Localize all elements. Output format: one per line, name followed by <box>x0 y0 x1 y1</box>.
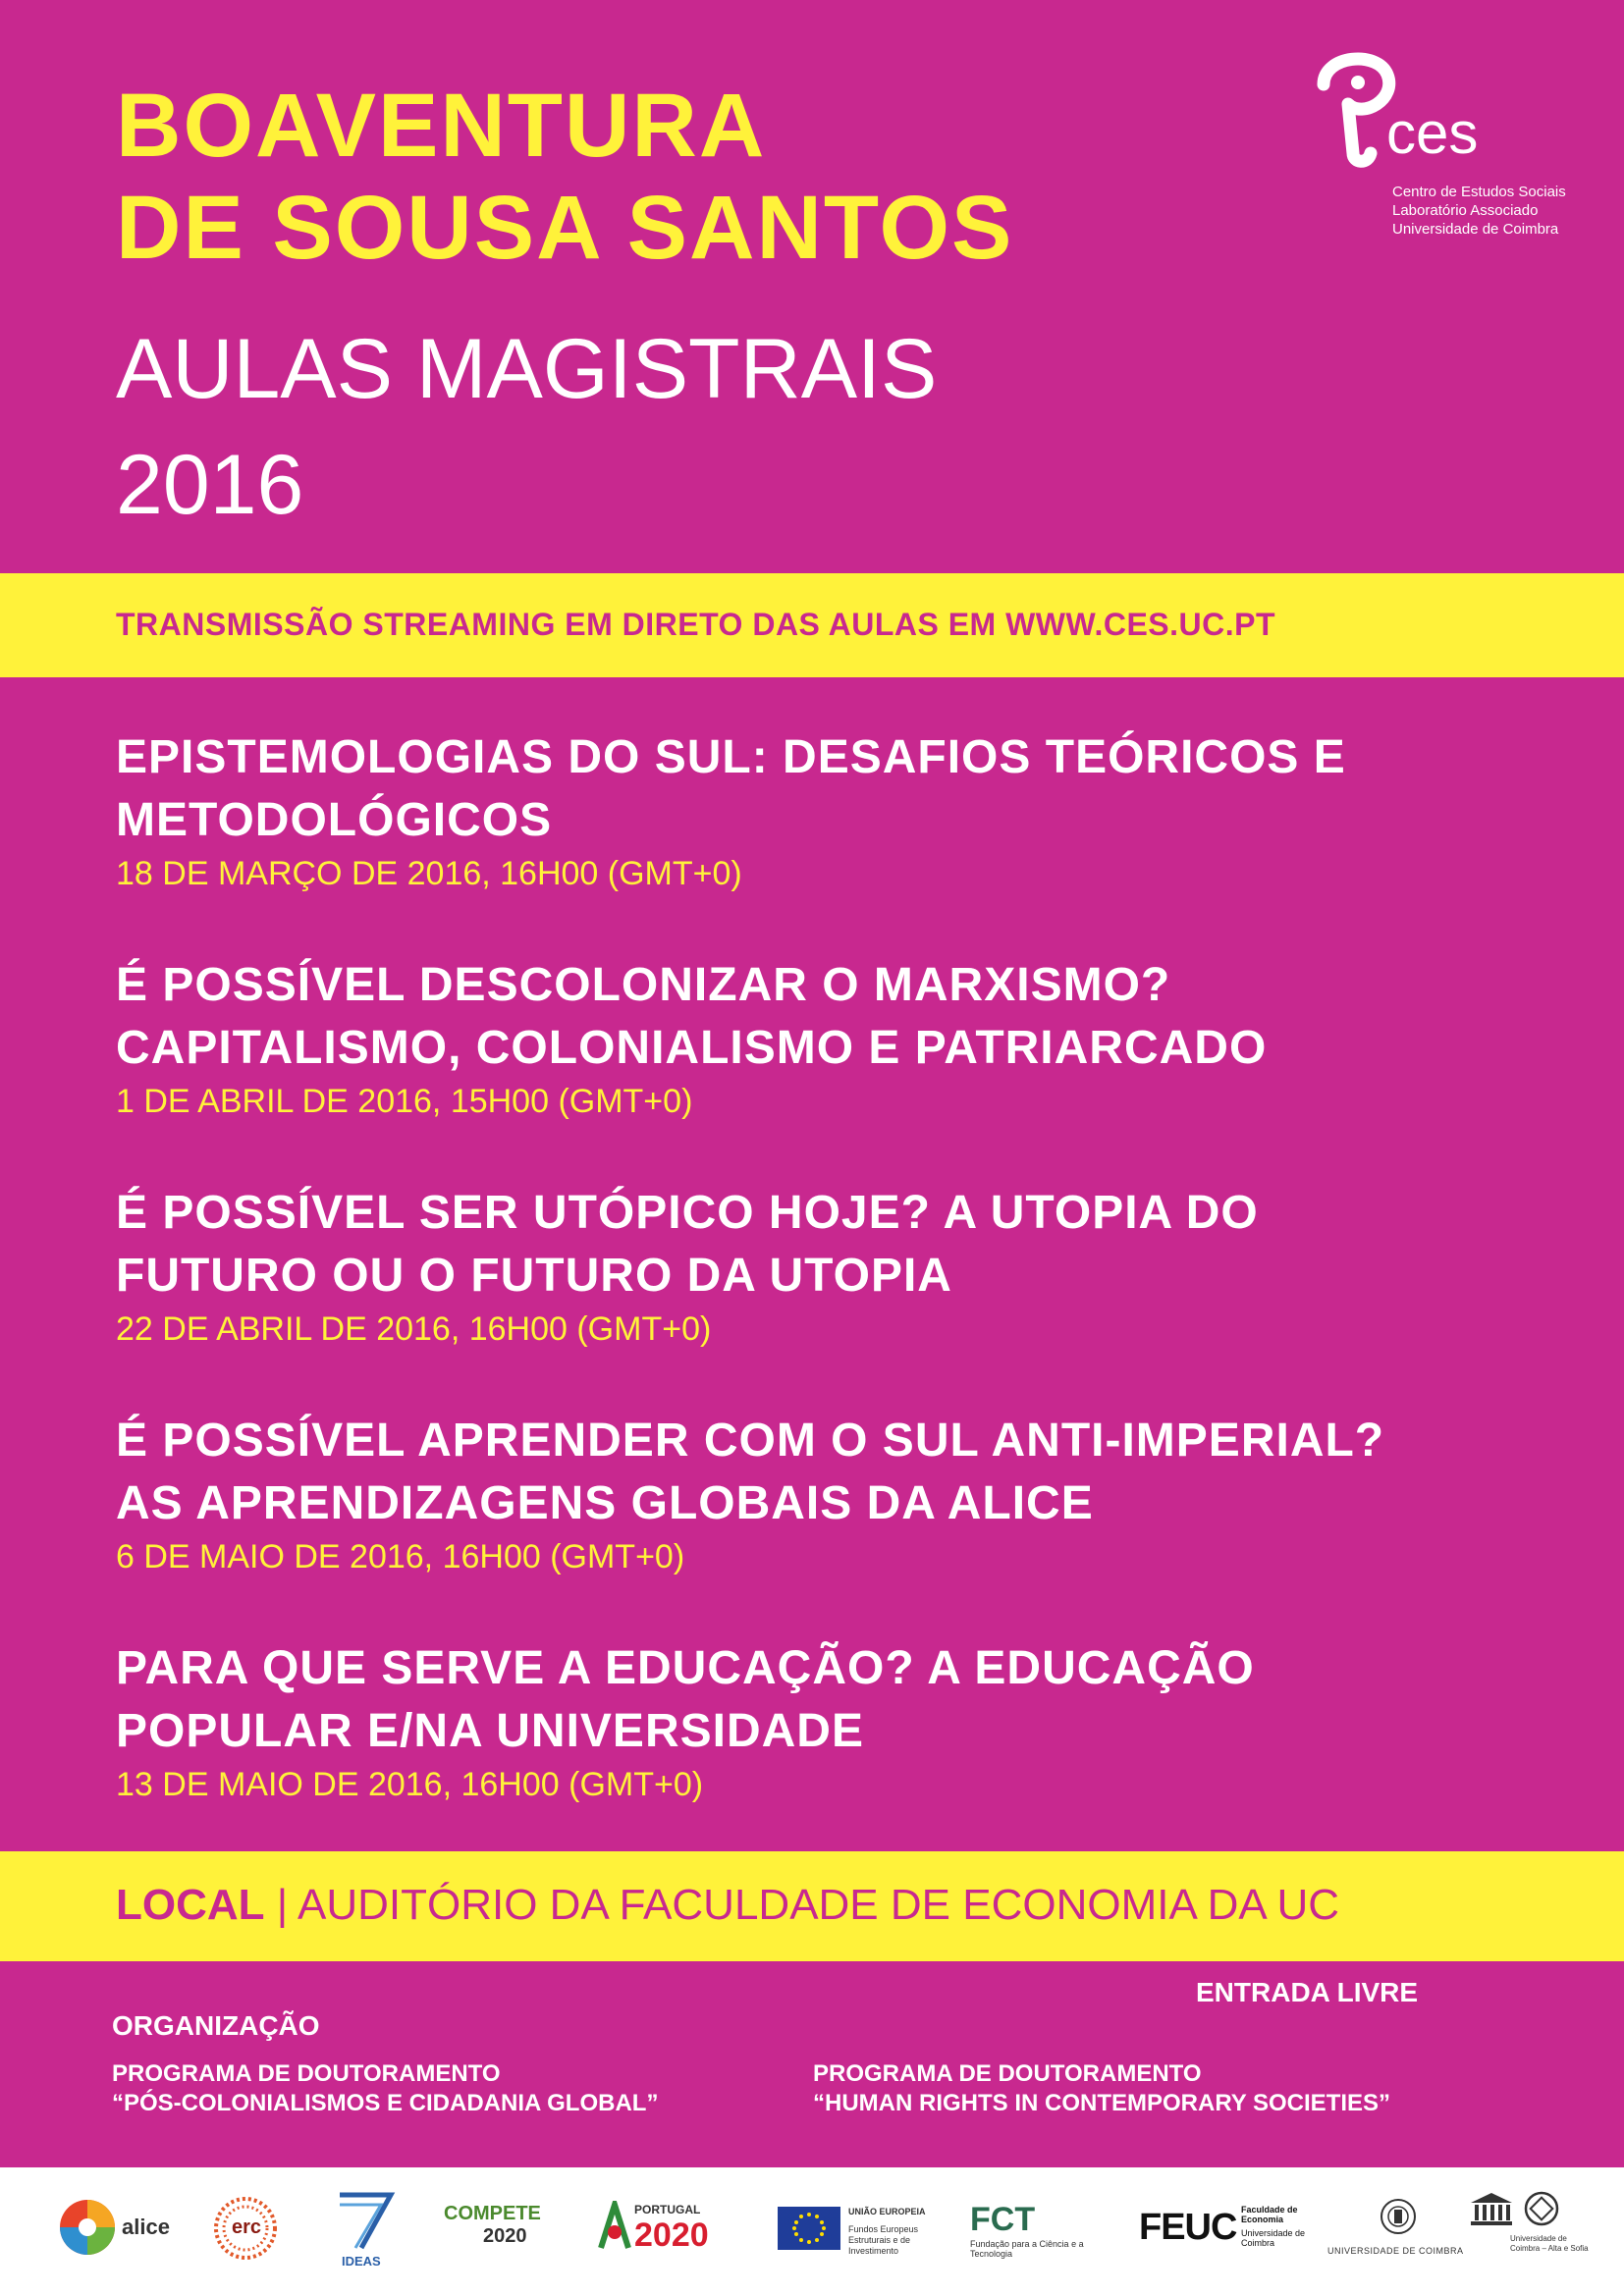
lecture-title-line2: METODOLÓGICOS <box>116 794 553 846</box>
feuc-logo <box>1139 2203 1306 2262</box>
compete-year: 2020 <box>483 2225 527 2247</box>
streaming-banner <box>0 573 1624 677</box>
portugal-2020-mark-icon <box>597 2201 632 2252</box>
sponsor-logos-bar <box>0 2167 1624 2296</box>
lecture-item <box>116 954 1530 1123</box>
series-year: 2016 <box>116 438 304 532</box>
ces-logo-line1: Centro de Estudos Sociais <box>1392 184 1566 200</box>
lecture-item <box>116 1637 1530 1806</box>
organizer-left-line1: PROGRAMA DE DOUTORAMENTO <box>112 2060 501 2087</box>
streaming-text: TRANSMISSÃO STREAMING EM DIRETO DAS AULAS EM WWW.CES.UC.PT <box>116 607 1276 642</box>
feuc-subtitle2: Universidade de Coimbra <box>1241 2228 1306 2248</box>
unesco-text: Universidade de Coimbra – Alta e Sofia <box>1510 2234 1589 2253</box>
uc-seal-icon <box>1379 2197 1418 2236</box>
lecture-title-line1: É POSSÍVEL SER UTÓPICO HOJE? A UTOPIA DO <box>116 1187 1259 1239</box>
portugal-2020-logo <box>597 2201 744 2264</box>
alice-logo <box>57 2197 170 2266</box>
lecture-title-line2: FUTURO OU O FUTURO DA UTOPIA <box>116 1250 952 1302</box>
fp7-label: IDEAS <box>342 2254 381 2269</box>
lecture-date: 6 DE MAIO DE 2016, 16H00 (GMT+0) <box>116 1538 685 1575</box>
erc-wordmark: erc <box>232 2216 262 2238</box>
portugal-year: 2020 <box>634 2216 709 2254</box>
speaker-name-line2: DE SOUSA SANTOS <box>116 178 1014 278</box>
series-title: AULAS MAGISTRAIS <box>116 322 938 416</box>
speaker-name-line1: BOAVENTURA <box>116 76 767 176</box>
organizer-left-line2: “PÓS-COLONIALISMOS E CIDADANIA GLOBAL” <box>112 2090 659 2116</box>
lecture-item <box>116 726 1530 895</box>
lecture-date: 13 DE MAIO DE 2016, 16H00 (GMT+0) <box>116 1766 704 1803</box>
uc-logo <box>1327 2197 1475 2275</box>
ces-logo-line2: Laboratório Associado <box>1392 202 1539 219</box>
alice-wordmark: alice <box>122 2215 170 2239</box>
lecture-title-line1: É POSSÍVEL APRENDER COM O SUL ANTI-IMPERIAL? <box>116 1415 1385 1467</box>
lecture-item <box>116 1182 1530 1351</box>
free-entry: ENTRADA LIVRE <box>1196 1977 1419 2007</box>
erc-logo <box>214 2197 283 2266</box>
ces-logo <box>1304 45 1579 241</box>
lecture-date: 1 DE ABRIL DE 2016, 15H00 (GMT+0) <box>116 1083 693 1120</box>
lecture-title-line1: EPISTEMOLOGIAS DO SUL: DESAFIOS TEÓRICOS E <box>116 731 1346 783</box>
alice-puzzle-icon <box>57 2197 118 2258</box>
ces-wordmark: ces <box>1386 100 1479 166</box>
lecture-title-line1: PARA QUE SERVE A EDUCAÇÃO? A EDUCAÇÃO <box>116 1642 1255 1694</box>
lecture-item <box>116 1410 1530 1578</box>
venue-place: AUDITÓRIO DA FACULDADE DE ECONOMIA DA UC <box>298 1881 1340 1929</box>
lecture-title-line2: POPULAR E/NA UNIVERSIDADE <box>116 1705 864 1757</box>
fct-logo <box>970 2201 1108 2264</box>
lecture-date: 22 DE ABRIL DE 2016, 16H00 (GMT+0) <box>116 1310 712 1348</box>
venue-label: LOCAL <box>116 1881 265 1929</box>
compete-label: COMPETE <box>444 2203 541 2224</box>
ces-logo-line3: Universidade de Coimbra <box>1392 221 1559 238</box>
lecture-title-line2: CAPITALISMO, COLONIALISMO E PATRIARCADO <box>116 1022 1268 1074</box>
feuc-subtitle1: Faculdade de Economia <box>1241 2205 1298 2224</box>
venue-banner <box>0 1851 1624 1961</box>
unesco-temple-icon <box>1469 2191 1514 2226</box>
lecture-title-line1: É POSSÍVEL DESCOLONIZAR O MARXISMO? <box>116 959 1171 1011</box>
eu-label: UNIÃO EUROPEIA <box>848 2207 926 2216</box>
unesco-logo <box>1469 2191 1587 2279</box>
fp7-ideas-logo <box>334 2189 403 2277</box>
organization-heading: ORGANIZAÇÃO <box>112 2010 320 2041</box>
organizer-right-line2: “HUMAN RIGHTS IN CONTEMPORARY SOCIETIES” <box>813 2090 1391 2116</box>
fp7-seven-icon <box>334 2189 397 2252</box>
uc-label: UNIVERSIDADE DE COIMBRA <box>1327 2246 1464 2256</box>
eu-funds-text: Fundos Europeus Estruturais e de Investimento <box>848 2224 919 2256</box>
world-heritage-icon <box>1524 2191 1559 2226</box>
fct-subtitle: Fundação para a Ciência e a Tecnologia <box>970 2239 1084 2259</box>
lecture-title-line2: AS APRENDIZAGENS GLOBAIS DA ALICE <box>116 1477 1094 1529</box>
feuc-wordmark: FEUC <box>1139 2207 1237 2248</box>
compete-2020-logo <box>444 2203 562 2262</box>
portugal-label: PORTUGAL <box>634 2203 701 2216</box>
organizer-program-right <box>813 2059 1390 2118</box>
lecture-date: 18 DE MARÇO DE 2016, 16H00 (GMT+0) <box>116 855 742 892</box>
eu-flag-icon <box>778 2207 840 2250</box>
venue-separator: | <box>276 1881 289 1929</box>
fct-wordmark: FCT <box>970 2201 1036 2238</box>
organizer-right-line1: PROGRAMA DE DOUTORAMENTO <box>813 2060 1202 2087</box>
eu-funds-logo <box>778 2207 945 2266</box>
organizer-program-left <box>112 2059 658 2118</box>
